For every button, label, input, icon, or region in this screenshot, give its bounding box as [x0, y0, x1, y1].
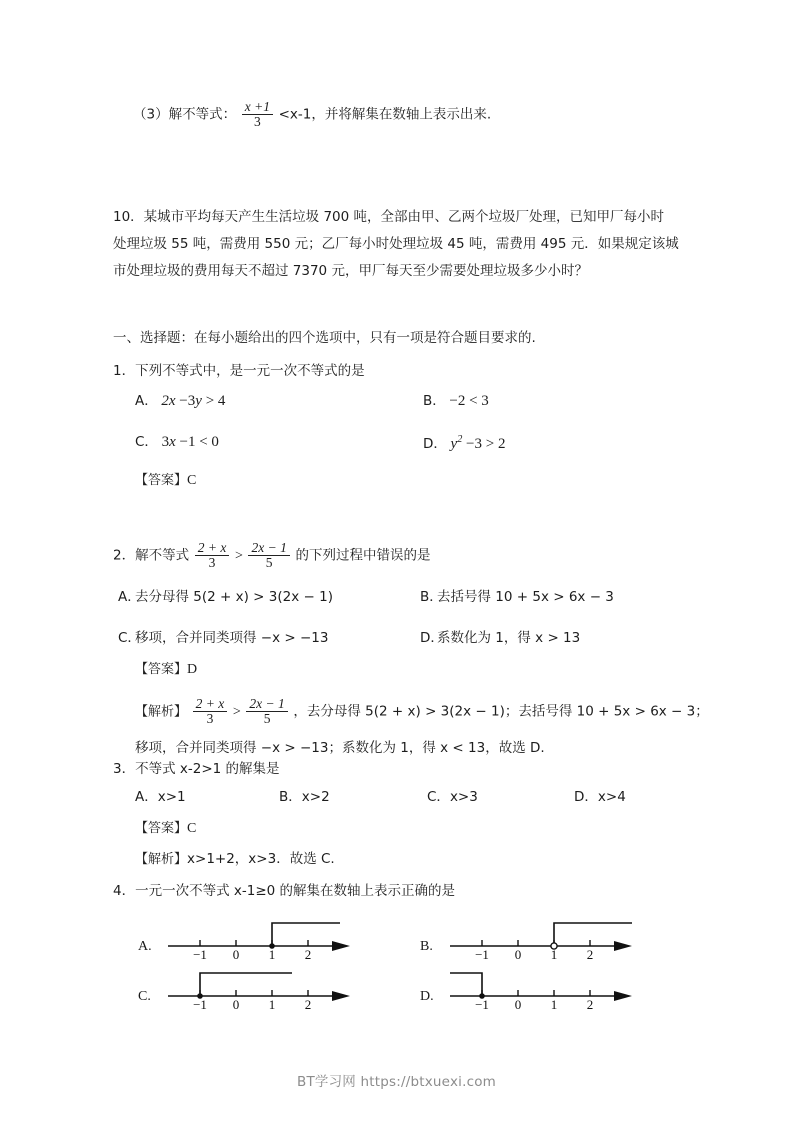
option-key: C.: [138, 989, 151, 1004]
problem-10-line-1: 10．某城市平均每天产生生活垃圾 700 吨，全部由甲、乙两个垃圾厂处理，已知甲厂每小时: [113, 209, 665, 225]
question-2-option-b-key: B．: [420, 589, 443, 605]
fraction-denominator: 3: [208, 555, 216, 571]
fraction-numerator: x +1: [242, 100, 273, 115]
analysis-text: x>1+2，x>3．故选 C.: [187, 851, 335, 867]
option-key: C．: [427, 789, 450, 805]
option-text: x>3: [449, 789, 478, 805]
question-2-option-b[interactable]: 去括号得 10 + 5x > 6x − 3: [437, 589, 614, 605]
question-2-analysis-line-2: 移项，合并同类项得 −x > −13；系数化为 1，得 x < 13，故选 D.: [135, 740, 545, 756]
option-key: B.: [420, 939, 433, 954]
svg-text:−1: −1: [193, 997, 207, 1011]
question-3-option-c[interactable]: [427, 791, 478, 805]
analysis-fraction-1: [193, 697, 228, 726]
svg-text:0: 0: [232, 997, 240, 1011]
answer-value: C: [187, 821, 197, 836]
fraction-denominator: 5: [263, 711, 271, 727]
svg-text:1: 1: [550, 947, 558, 961]
question-3-option-b[interactable]: [279, 791, 330, 805]
option-key: A．: [135, 789, 158, 805]
analysis-tail: ，去分母得 5(2 + x) > 3(2x − 1)；去括号得 10 + 5x > 6x − 3；: [293, 703, 709, 720]
section-heading: 一、选择题：在每小题给出的四个选项中，只有一项是符合题目要求的.: [113, 330, 536, 346]
greater-than-sign: >: [232, 704, 241, 720]
answer-label: 【答案】: [135, 662, 188, 677]
problem-3-label: （3）解不等式：: [133, 106, 237, 123]
answer-label: 【答案】: [135, 821, 188, 836]
problem-3-part: [133, 100, 491, 129]
question-3-option-a[interactable]: [135, 791, 186, 805]
svg-text:−1: −1: [475, 947, 489, 961]
question-2-stem: [113, 541, 430, 570]
footer-watermark: BT学习网 https://btxuexi.com: [296, 1074, 497, 1090]
svg-text:2: 2: [304, 947, 312, 961]
option-expression: 3x −1 < 0: [161, 434, 219, 450]
question-3-analysis: [135, 852, 335, 867]
question-4-option-b[interactable]: [420, 913, 650, 961]
fraction-denominator: 3: [206, 711, 214, 727]
question-2-stem-post: 的下列过程中错误的是: [295, 547, 431, 564]
problem-10-line-3: 市处理垃圾的费用每天不超过 7370 元，甲厂每天至少需要处理垃圾多少小时？: [113, 263, 588, 279]
option-expression: −2 < 3: [449, 393, 489, 409]
option-key: A.: [138, 939, 152, 954]
svg-text:−1: −1: [475, 997, 489, 1011]
question-2-option-a[interactable]: 去分母得 5(2 + x) > 3(2x − 1): [135, 589, 333, 605]
question-4-option-d[interactable]: [420, 963, 650, 1011]
question-1-option-d[interactable]: [423, 435, 505, 452]
option-key: A．: [135, 393, 158, 409]
question-2-answer: [135, 662, 197, 677]
greater-than-sign: >: [234, 548, 243, 564]
question-1-option-a[interactable]: [135, 394, 225, 409]
number-line-c: [164, 963, 364, 1011]
svg-text:1: 1: [550, 997, 558, 1011]
option-key: D.: [420, 989, 434, 1004]
question-4-option-c[interactable]: [138, 963, 368, 1011]
problem-3-tail: <x-1，并将解集在数轴上表示出来.: [278, 106, 492, 123]
question-2-analysis-line-1: [135, 697, 709, 726]
fraction-numerator: 2x − 1: [246, 697, 287, 712]
option-expression: 2x −3y > 4: [161, 393, 226, 409]
question-2-fraction-1: [195, 541, 230, 570]
fraction-denominator: 3: [253, 114, 261, 130]
fraction-numerator: 2x − 1: [248, 541, 289, 556]
option-text: x>2: [301, 789, 330, 805]
question-3-answer: [135, 821, 196, 836]
option-text: x>1: [157, 789, 186, 805]
question-3-stem: 3．不等式 x-2>1 的解集是: [113, 761, 280, 777]
option-expression: $y^2 -3 > 2$: [450, 434, 506, 452]
fraction-numerator: 2 + x: [193, 697, 228, 712]
question-2-option-a-key: A．: [118, 589, 141, 605]
answer-label: 【答案】: [135, 473, 188, 488]
question-2-stem-pre: 2．解不等式: [113, 547, 190, 564]
number-line-b: [446, 913, 646, 961]
fraction-denominator: 5: [265, 555, 273, 571]
svg-text:−1: −1: [193, 947, 207, 961]
analysis-label: 【解析】: [135, 852, 188, 867]
svg-text:2: 2: [304, 997, 312, 1011]
problem-3-fraction: [242, 100, 273, 129]
option-key: D．: [574, 789, 598, 805]
fraction-numerator: 2 + x: [195, 541, 230, 556]
analysis-label: 【解析】: [135, 704, 188, 720]
question-1-option-b[interactable]: [423, 394, 489, 409]
svg-text:1: 1: [268, 947, 276, 961]
option-key: D．: [423, 436, 447, 452]
option-key: C．: [135, 434, 158, 450]
option-text: x>4: [597, 789, 626, 805]
option-key: B．: [279, 789, 302, 805]
problem-10-line-2: 处理垃圾 55 吨，需费用 550 元；乙厂每小时处理垃圾 45 吨，需费用 495 元．如果规定该城: [113, 236, 679, 252]
question-3-option-d[interactable]: [574, 791, 626, 805]
svg-text:2: 2: [586, 947, 594, 961]
svg-text:0: 0: [232, 947, 240, 961]
question-1-option-c[interactable]: [135, 435, 219, 450]
answer-value: D: [187, 662, 198, 677]
analysis-fraction-2: [246, 697, 287, 726]
svg-text:0: 0: [514, 997, 522, 1011]
number-line-a: [164, 913, 364, 961]
number-line-d: [446, 963, 646, 1011]
question-1-stem: 1．下列不等式中，是一元一次不等式的是: [113, 363, 365, 379]
answer-value: C: [187, 473, 197, 488]
option-key: B．: [423, 393, 446, 409]
svg-text:2: 2: [586, 997, 594, 1011]
question-2-option-c[interactable]: 移项，合并同类项得 −x > −13: [135, 630, 329, 646]
svg-text:0: 0: [514, 947, 522, 961]
question-1-answer: [135, 473, 196, 488]
svg-text:1: 1: [268, 997, 276, 1011]
question-4-stem: 4．一元一次不等式 x-1≥0 的解集在数轴上表示正确的是: [113, 883, 456, 899]
question-4-option-a[interactable]: [138, 913, 368, 961]
question-2-fraction-2: [248, 541, 289, 570]
question-2-option-d-key: D．: [420, 630, 444, 646]
question-2-option-c-key: C．: [118, 630, 141, 646]
question-2-option-d[interactable]: 系数化为 1，得 x > 13: [437, 630, 581, 646]
